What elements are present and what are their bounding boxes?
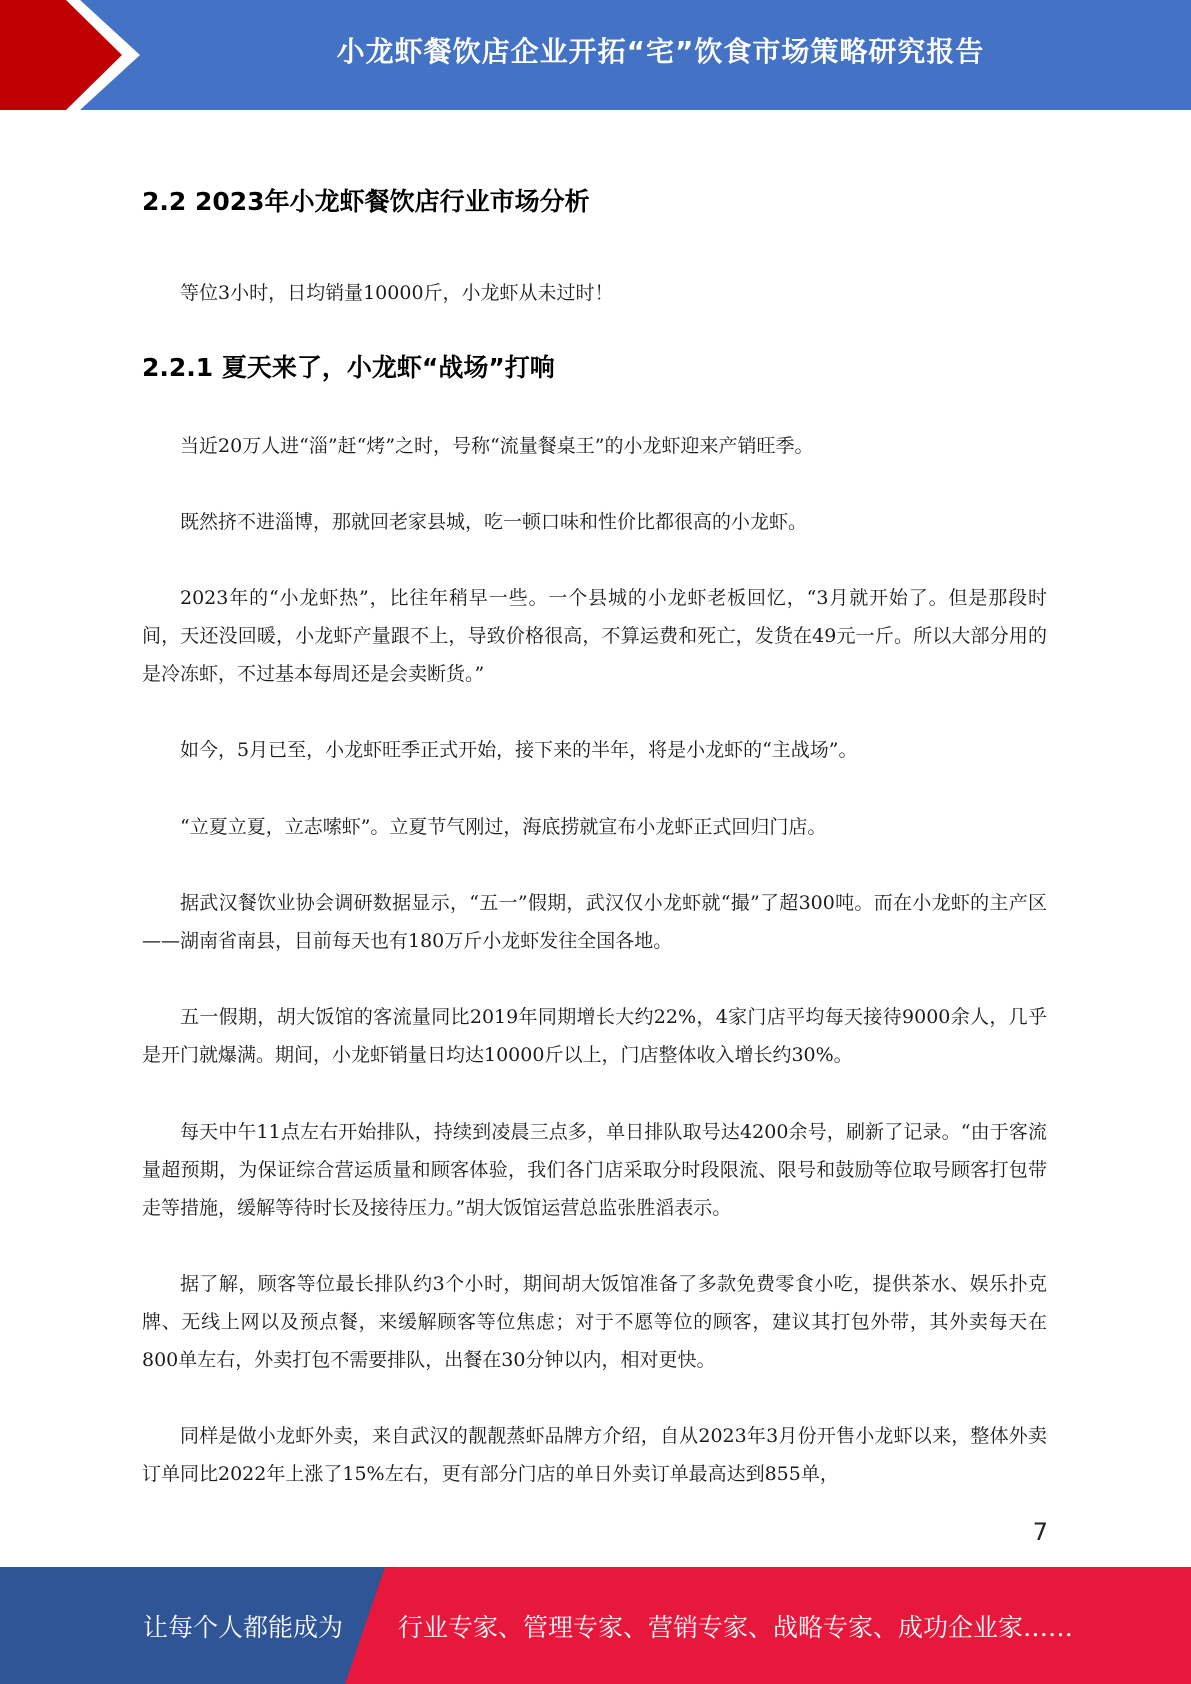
- paragraph: 当近20万人进“淄”赶“烤”之时，号称“流量餐桌王”的小龙虾迎来产销旺季。: [180, 435, 814, 457]
- subsection-heading: 2.2.1 夏天来了，小龙虾“战场”打响: [142, 353, 555, 382]
- footer-slogan-right: 行业专家、管理专家、营销专家、战略专家、成功企业家……: [398, 1612, 1074, 1642]
- paragraph: 既然挤不进淄博，那就回老家县城，吃一顿口味和性价比都很高的小龙虾。: [180, 511, 808, 533]
- report-footer: [0, 1567, 1191, 1684]
- paragraph: 同样是做小龙虾外卖，来自武汉的靓靓蒸虾品牌方介绍，自从2023年3月份开售小龙虾以来，整体外卖订单同比2022年上涨了15%左右，更有部分门店的单日外卖订单最高达到855单，: [142, 1425, 1047, 1485]
- footer-slogan-left: 让每个人都能成为: [143, 1612, 344, 1642]
- header-chevron-decoration: [0, 0, 150, 110]
- paragraph: 据了解，顾客等位最长排队约3个小时，期间胡大饭馆准备了多款免费零食小吃，提供茶水、娱乐扑克牌、无线上网以及预点餐，来缓解顾客等位焦虑；对于不愿等位的顾客，建议其打包外带，其外卖每天在800单左右，外卖打包不需要排队，出餐在30分钟以内，相对更快。: [142, 1273, 1047, 1371]
- paragraph: 如今，5月已至，小龙虾旺季正式开始，接下来的半年，将是小龙虾的“主战场”。: [180, 739, 858, 761]
- paragraph: 五一假期，胡大饭馆的客流量同比2019年同期增长大约22%，4家门店平均每天接待9000余人，几乎是开门就爆满。期间，小龙虾销量日均达10000斤以上，门店整体收入增长约30%。: [142, 1006, 1047, 1066]
- paragraph: 每天中午11点左右开始排队，持续到凌晨三点多，单日排队取号达4200余号，刷新了记录。“由于客流量超预期，为保证综合营运质量和顾客体验，我们各门店采取分时段限流、限号和鼓励等位取号顾客打包带走等措施，缓解等待时长及接待压力。”胡大饭馆运营总监张胜滔表示。: [142, 1121, 1047, 1219]
- paragraph: 据武汉餐饮业协会调研数据显示，“五一”假期，武汉仅小龙虾就“撮”了超300吨。而在小龙虾的主产区——湖南省南县，目前每天也有180万斤小龙虾发往全国各地。: [142, 892, 1047, 952]
- section-intro: 等位3小时，日均销量10000斤，小龙虾从未过时！: [180, 282, 614, 304]
- report-title: 小龙虾餐饮店企业开拓“宅”饮食市场策略研究报告: [336, 35, 985, 68]
- paragraph: 2023年的“小龙虾热”，比往年稍早一些。一个县城的小龙虾老板回忆，“3月就开始了。但是那段时间，天还没回暖，小龙虾产量跟不上，导致价格很高，不算运费和死亡，发货在49元一斤。所以大部分用的是冷冻虾，不过基本每周还是会卖断货。”: [142, 587, 1047, 685]
- report-header: [0, 0, 1191, 110]
- paragraph: “立夏立夏，立志嗦虾”。立夏节气刚过，海底捞就宣布小龙虾正式回归门店。: [180, 816, 827, 838]
- page-number: 7: [1032, 1518, 1048, 1546]
- section-heading: 2.2 2023年小龙虾餐饮店行业市场分析: [142, 187, 590, 216]
